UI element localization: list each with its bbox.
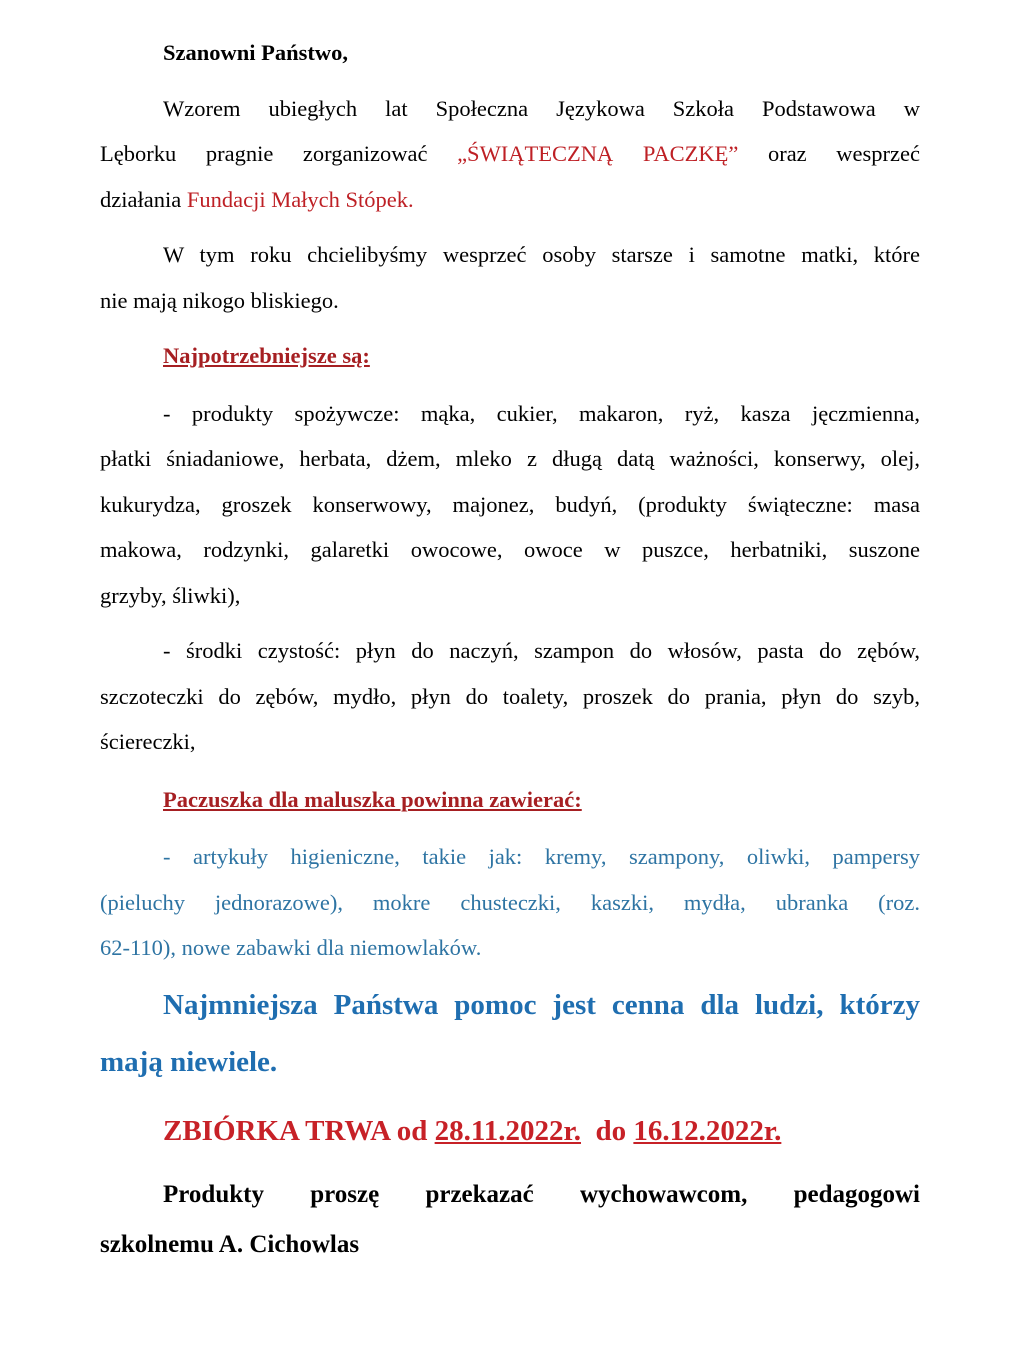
intro-text-dzialania: działania [100, 186, 187, 212]
intro-text-after: oraz wesprzeć [738, 141, 920, 166]
christmas-package-highlight: „ŚWIĄTECZNĄ PACZKĘ” [457, 141, 739, 166]
food-products-line-4: makowa, rodzynki, galaretki owocowe, owoce w puszce, herbatniki, suszone [100, 537, 920, 562]
collection-text-start: ZBIÓRKA TRWA od [163, 1114, 435, 1147]
baby-items-line-1: - artykuły higieniczne, takie jak: kremy, szampony, oliwki, pampersy [163, 844, 920, 869]
handover-line-2: szkolnemu A. Cichowlas [100, 1230, 360, 1258]
cleaning-products-line-2: szczoteczki do zębów, mydło, płyn do toalety, proszek do prania, płyn do szyb, [100, 683, 920, 709]
paragraph-food-products [100, 391, 920, 619]
section-heading-most-needed: Najpotrzebniejsze są: [163, 343, 370, 368]
closing-appeal [100, 977, 920, 1091]
paragraph-this-year [100, 232, 920, 323]
cleaning-products-line-3: ściereczki, [100, 729, 196, 754]
baby-items-line-3: 62-110), nowe zabawki dla niemowlaków. [100, 935, 482, 960]
closing-appeal-line-2: mają niewiele. [100, 1045, 278, 1078]
cleaning-products-line-1: - środki czystość: płyn do naczyń, szampon do włosów, pasta do zębów, [163, 638, 920, 663]
closing-appeal-line-1: Najmniejsza Państwa pomoc jest cenna dla ludzi, którzy [163, 988, 920, 1021]
baby-items-line-2: (pieluchy jednorazowe), mokre chusteczki, kaszki, mydła, ubranka (roz. [100, 889, 920, 915]
paragraph-this-year-line-2: nie mają nikogo bliskiego. [100, 287, 339, 313]
paragraph-handover [100, 1170, 920, 1270]
paragraph-cleaning-products [100, 628, 920, 765]
section-heading-baby-package: Paczuszka dla maluszka powinna zawierać: [163, 786, 582, 812]
collection-date-start: 28.11.2022r. [434, 1114, 581, 1147]
intro-text-before: Lęborku pragnie zorganizować [100, 141, 458, 166]
food-products-line-5: grzyby, śliwki), [100, 582, 241, 608]
collection-text-middle: do [580, 1114, 634, 1147]
paragraph-this-year-line-1: W tym roku chcielibyśmy wesprzeć osoby starsze i samotne matki, które [163, 242, 920, 267]
salutation: Szanowni Państwo, [163, 40, 349, 65]
food-products-line-3: kukurydza, groszek konserwowy, majonez, budyń, (produkty świąteczne: masa [100, 491, 920, 517]
food-products-line-2: płatki śniadaniowe, herbata, dżem, mleko z długą datą ważności, konserwy, olej, [100, 446, 920, 471]
collection-date-end: 16.12.2022r. [633, 1114, 782, 1147]
handover-line-1: Produkty proszę przekazać wychowawcom, pedagogowi [163, 1180, 920, 1208]
paragraph-intro [100, 86, 920, 223]
paragraph-baby-items [100, 834, 920, 971]
paragraph-intro-line-2 [100, 131, 920, 177]
foundation-name-highlight: Fundacji Małych Stópek. [186, 186, 414, 212]
collection-dates-line [100, 1103, 920, 1160]
food-products-line-1: - produkty spożywcze: mąka, cukier, makaron, ryż, kasza jęczmienna, [163, 400, 920, 426]
paragraph-intro-line-1: Wzorem ubiegłych lat Społeczna Językowa Szkoła Podstawowa w [163, 95, 920, 121]
paragraph-intro-line-3 [100, 177, 920, 223]
